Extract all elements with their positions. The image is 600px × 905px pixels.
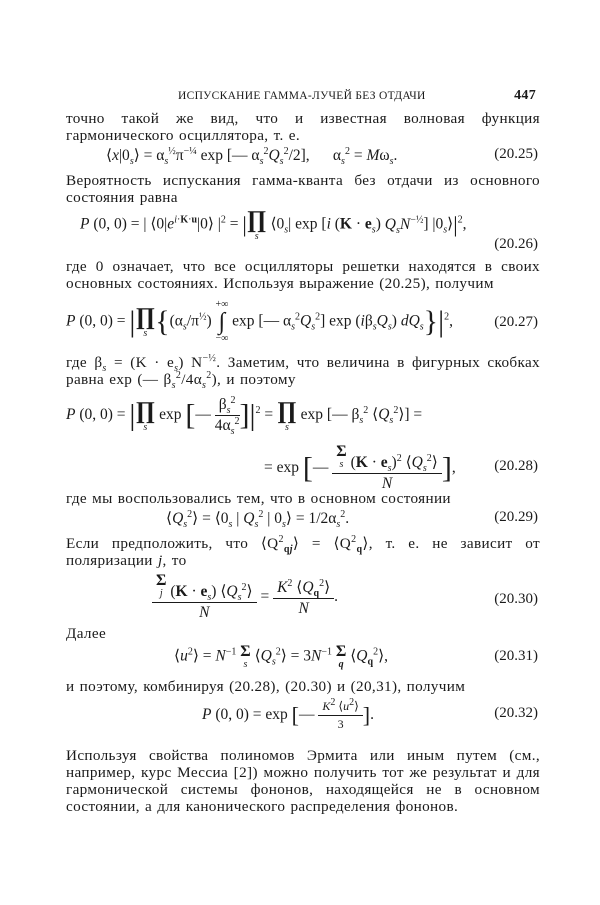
equation-20-26 [66, 206, 540, 254]
running-title: ИСПУСКАНИЕ ГАММА-ЛУЧЕЙ БЕЗ ОТДАЧИ [178, 90, 426, 102]
equation-20-32 [66, 695, 540, 739]
equation-number: (20.25) [494, 146, 538, 162]
equation-number: (20.26) [494, 236, 538, 252]
paragraph-3: где 0 означает, что все осцилляторы решетки находятся в своих основных состояниях. Используя выражение (20.25), получим [66, 258, 540, 292]
paragraph-8: и поэтому, комбинируя (20.28), (20.30) и (20,31), получим [66, 678, 466, 695]
paragraph-4: где $\beta_s = (K \cdot e_s)$ $N^{-\frac{1}{2}}$. Заметим, что величина в фигурных скобках равна exp (— $\beta_s^2/4\alpha_s^2$), и поэтому [66, 352, 541, 392]
equation-body-line-2: = exp [— Σ s $(K \cdot e_s)^2$ $⟨Q_s^2⟩$ N ], [264, 443, 456, 492]
equation-number: (20.29) [494, 509, 538, 525]
book-page [66, 88, 540, 815]
paragraph-2: Вероятность испускания гамма-кванта без отдачи из основного состояния равна [66, 172, 540, 206]
equation-body: P (0, 0) = | ∏ s {$(\alpha_s/\pi^{\frac{1}{2}})$ +∞ ∫ −∞ exp [— $\alpha_s^2Q_s^2$] $\exp (i\beta_sQ_s)$ $dQ_s\}|^2$, [66, 299, 453, 344]
equation-body: Σ j $(K \cdot e_s)$ $⟨Q_s^2⟩$ N = $\frac{K^2 ⟨Q_q^2⟩}{N}$ . [152, 573, 338, 622]
equation-body: $⟨Q_s^2⟩$ = $⟨0_s$ | $Q_s^2$ | $0_s⟩ = 1/2\alpha_s^2$. [166, 508, 350, 531]
equation-number: (20.28) [494, 458, 538, 474]
equation-number: (20.27) [494, 314, 538, 330]
equation-20-27 [66, 292, 540, 352]
equation-number: (20.31) [494, 648, 538, 664]
paragraph-6: Если предположить, что $⟨Q^2_{qj}⟩$ = $⟨Q^2_q⟩$, т. е. не зависит от поляризации j, то [66, 533, 541, 569]
equation-body-line-1: P (0, 0) = | ∏ s exp [— $\frac{\beta_s^2}{4\alpha_s^2}$ ]$|^2$ = ∏ s exp [— $\beta_s^2$ $⟨Q_s^2⟩$] = [66, 394, 423, 438]
equation-20-28 [66, 388, 540, 492]
equation-20-31 [66, 642, 540, 678]
equation-number: (20.30) [494, 591, 538, 607]
paragraph-7: Далее [66, 625, 107, 642]
equation-body: $⟨x|0_s⟩ = \alpha_s^{\frac{1}{2}}\pi^{-\frac{1}{4}}$ exp [— $\alpha_s^2Q_s^2/2$], $\alpha_s^2 = M\omega_s$. [106, 145, 398, 168]
equation-20-29 [66, 507, 540, 531]
equation-body: $⟨u^2⟩ = N^{-1}$ Σ s $⟨Q_s^2⟩ = 3N^{-1}$ Σ q $⟨Q_q^2⟩$, [174, 643, 388, 670]
paragraph-5: где мы воспользовались тем, что в основном состоянии [66, 490, 451, 507]
equation-body: P (0, 0) = exp [— $\frac{K^2 ⟨u^2⟩}{3}$ ]. [202, 697, 374, 731]
equation-body: P (0, 0) = | $⟨0|e^{i\cdot K\cdot u}|0⟩$ $|^2$ = | ∏ s $⟨0_s|$ exp [i $(K \cdot e_s)$ $Q_sN^{-\frac{1}{2}}$] $|0_s⟩|^2$, [80, 207, 467, 242]
page-number: 447 [514, 88, 536, 103]
equation-number: (20.32) [494, 705, 538, 721]
paragraph-9: Используя свойства полиномов Эрмита или иным путем (см., например, курс Мессиа [2]) можно получить тот же результат и для гармонической системы фононов, находящейся не в основном состоянии, а для канонического распределения фононов. [66, 747, 540, 815]
equation-20-30 [66, 569, 540, 623]
equation-20-25 [66, 144, 540, 168]
paragraph-1: точно такой же вид, что и известная волновая функция гармонического осциллятора, т. е. [66, 110, 540, 144]
running-header [66, 88, 540, 108]
